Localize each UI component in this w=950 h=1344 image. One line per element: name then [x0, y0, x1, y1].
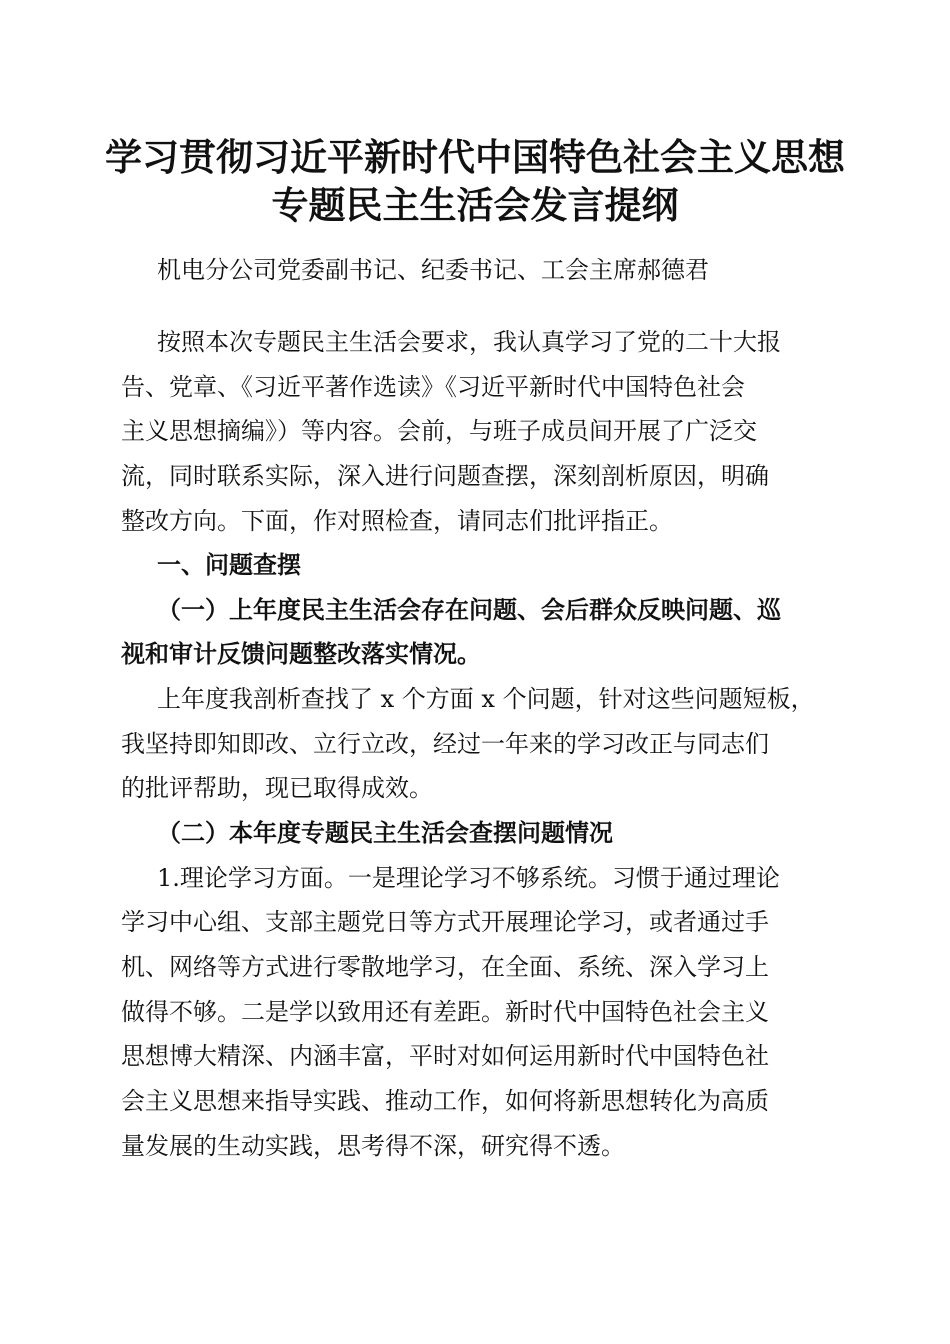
item-1-line-6: 会主义思想来指导实践、推动工作，如何将新思想转化为高质: [121, 1087, 769, 1115]
subsection-1-body-line-1: 上年度我剖析查找了 x 个方面 x 个问题，针对这些问题短板，: [157, 685, 815, 713]
item-1-line-4: 做得不够。二是学以致用还有差距。新时代中国特色社会主义: [121, 998, 769, 1026]
item-1-line-1: 1.理论学习方面。一是理论学习不够系统。习惯于通过理论: [157, 864, 780, 892]
section-heading-problems: 一、问题查摆: [157, 551, 301, 579]
item-1-line-2: 学习中心组、支部主题党日等方式开展理论学习，或者通过手: [121, 908, 769, 936]
item-1-line-3: 机、网络等方式进行零散地学习，在全面、系统、深入学习上: [121, 953, 769, 981]
intro-line-4: 流，同时联系实际，深入进行问题查摆，深刻剖析原因，明确: [121, 462, 769, 490]
subsection-1-body-line-3: 的批评帮助，现已取得成效。: [121, 774, 433, 802]
subsection-1-body-line-2: 我坚持即知即改、立行立改，经过一年来的学习改正与同志们: [121, 730, 769, 758]
document-title-line-2: 专题民主生活会发言提纲: [271, 184, 679, 227]
subsection-1-heading-line-2: 视和审计反馈问题整改落实情况。: [121, 639, 481, 668]
intro-line-3: 主义思想摘编》）等内容。会前，与班子成员间开展了广泛交: [121, 417, 757, 445]
subsection-1-heading-line-1: （一）上年度民主生活会存在问题、会后群众反映问题、巡: [157, 595, 781, 624]
item-1-line-5: 思想博大精深、内涵丰富，平时对如何运用新时代中国特色社: [121, 1042, 769, 1070]
subsection-2-heading: （二）本年度专题民主生活会查摆问题情况: [157, 818, 613, 847]
intro-line-2: 告、党章、《习近平著作选读》《习近平新时代中国特色社会: [121, 373, 745, 401]
author-line: 机电分公司党委副书记、纪委书记、工会主席郝德君: [157, 256, 709, 284]
document-title-line-1: 学习贯彻习近平新时代中国特色社会主义思想: [105, 136, 845, 179]
intro-line-1: 按照本次专题民主生活会要求，我认真学习了党的二十大报: [157, 328, 781, 356]
intro-line-5: 整改方向。下面，作对照检查，请同志们批评指正。: [121, 507, 673, 535]
item-1-line-7: 量发展的生动实践，思考得不深，研究得不透。: [121, 1132, 625, 1160]
